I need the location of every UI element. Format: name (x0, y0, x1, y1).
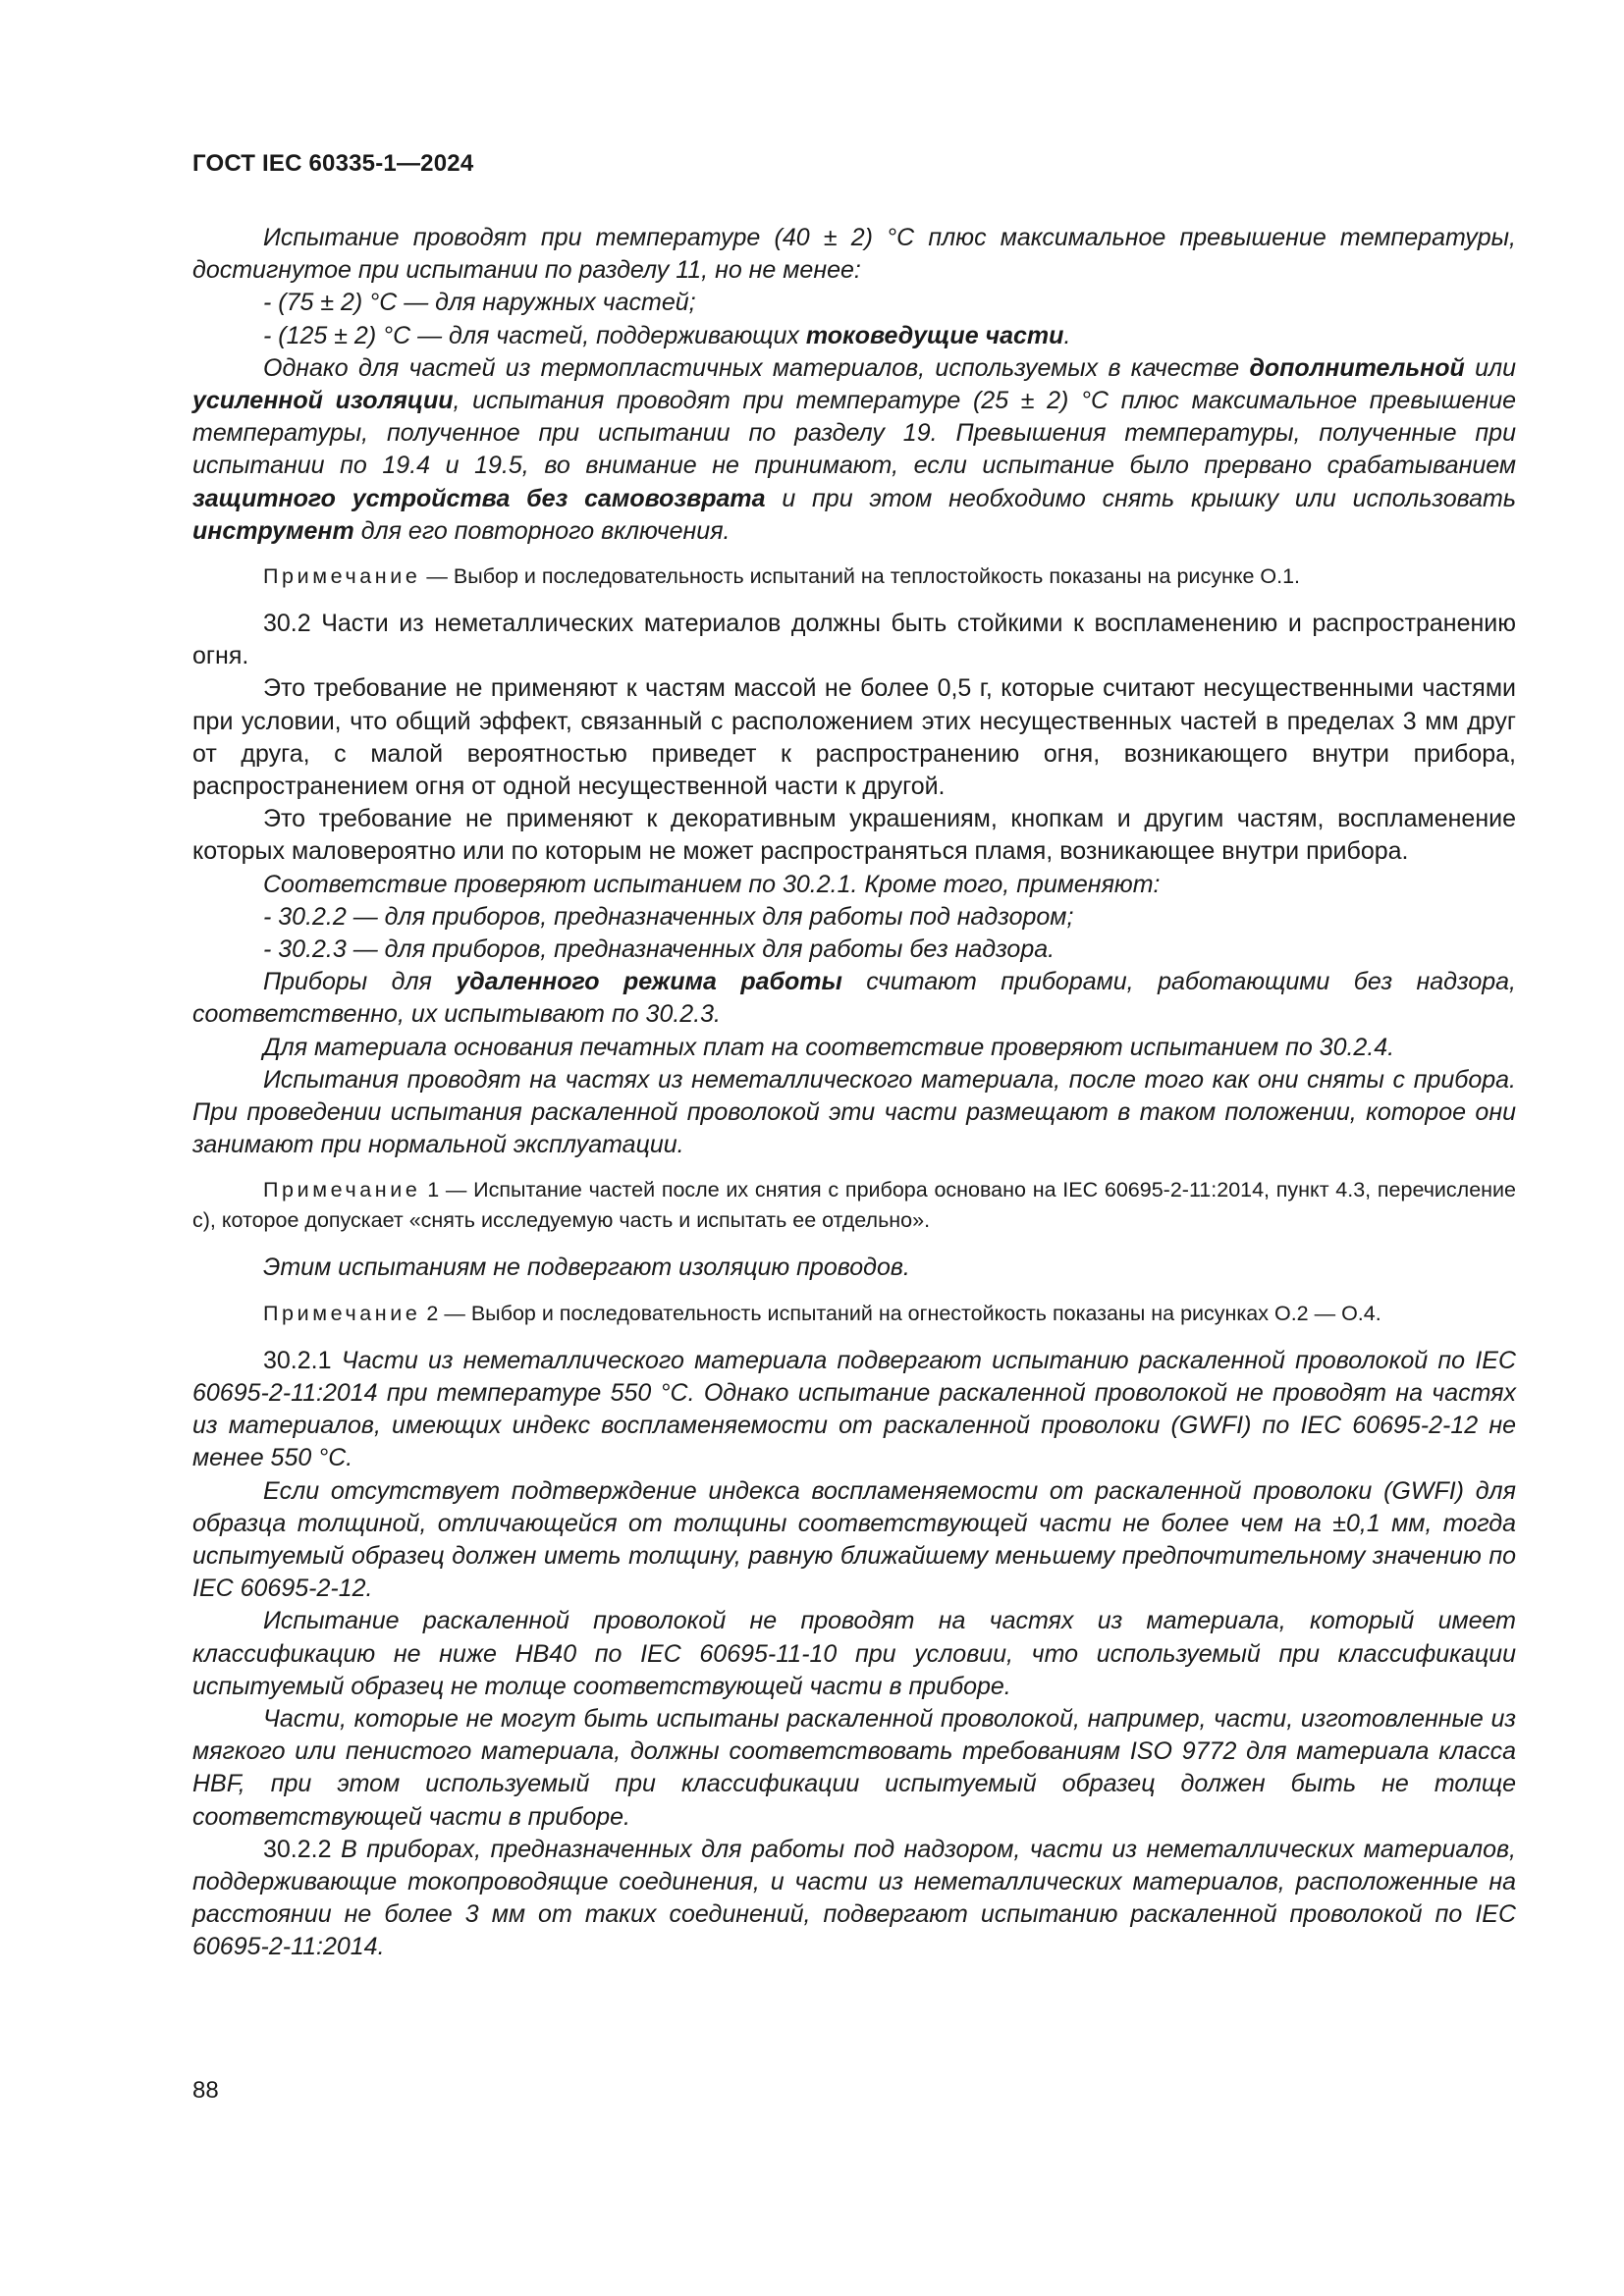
note-label: Примечание (263, 1178, 421, 1202)
text-run: Приборы для (263, 968, 457, 996)
paragraph: Соответствие проверяют испытанием по 30.2.1. Кроме того, применяют: (263, 870, 1161, 898)
paragraph: Это требование не применяют к частям массой не более 0,5 г, которые считают несущественными частями при условии, что общий эффект, связанный с расположением этих несущественных частей в пределах 3 мм друг от друга, с малой вероятностью приведет к распространению огня, возникающего внутри прибора, распространением огня от одной несущественной части к другой. (192, 674, 1516, 801)
document-header: ГОСТ IEC 60335-1—2024 (192, 150, 474, 177)
document-body (192, 222, 1516, 1964)
list-item: - 30.2.3 — для приборов, предназначенных для работы без надзора. (263, 935, 1056, 964)
defined-term: инструмент (192, 516, 354, 545)
text-run: считают приборами, работающими без надзора, соответственно, их испытывают по 30.2.3. (192, 968, 1516, 1029)
text-run: В приборах, предназначенных для работы под надзором, части из неметаллических материалов, поддерживающие токопроводящие соединения, и части из неметаллических материалов, расположенные на расстоянии не более 3 мм от таких соединений, подвергают испытанию раскаленной проволокой по IEC 60695-2-11:2014. (192, 1835, 1516, 1961)
clause-30-2-1 (192, 1345, 1516, 1475)
note-label: Примечание (263, 1301, 421, 1325)
text-run: или (1464, 353, 1516, 382)
clause-number: 30.2.1 (263, 1346, 342, 1374)
text-run: для его повторного включения. (353, 516, 731, 545)
paragraph: Если отсутствует подтверждение индекса воспламеняемости от раскаленной проволоки (GWFI) для образца толщиной, отличающейся от толщины соответствующей части не более чем на ±0,1 мм, тогда испытуемый образец должен иметь толщину, равную ближайшему меньшему предпочтительному значению по IEC 60695-2-12. (192, 1476, 1516, 1603)
clause-30-2: 30.2 Части из неметаллических материалов должны быть стойкими к воспламенению и распространению огня. (192, 610, 1516, 670)
note (192, 1175, 1516, 1236)
defined-term: удаленного режима работы (456, 968, 842, 996)
defined-term: дополнительной (1249, 353, 1465, 382)
list-item: - (75 ± 2) °С — для наружных частей; (263, 289, 696, 317)
note (192, 1299, 1516, 1329)
defined-term: усиленной изоляции (192, 387, 454, 415)
paragraph: Испытание раскаленной проволокой не проводят на частях из материала, который имеет классификацию не ниже HB40 по IEC 60695-11-10 при условии, что используемый при классификации испытуемый образец не толще соответствующей части в приборе. (192, 1607, 1516, 1700)
note (192, 561, 1516, 592)
text-run: Части из неметаллического материала подвергают испытанию раскаленной проволокой по IEC 60695-2-11:2014 при температуре 550 °С. Однако испытание раскаленной проволокой не проводят на частях из материалов, имеющих индекс воспламеняемости от раскаленной проволоки (GWFI) по IEC 60695-2-12 не менее 550 °С. (192, 1346, 1516, 1472)
defined-term: защитного устройства без самовозврата (192, 484, 766, 512)
note-text: — Выбор и последовательность испытаний на теплостойкость показаны на рисунке О.1. (420, 564, 1301, 589)
text-run: - (125 ± 2) °С — для частей, поддерживающих (263, 321, 806, 349)
note-text: 2 — Выбор и последовательность испытаний на огнестойкость показаны на рисунках О.2 — О.4. (420, 1301, 1381, 1325)
paragraph: Испытание проводят при температуре (40 ± 2) °С плюс максимальное превышение температуры, достигнутое при испытании по разделу 11, но не менее: (192, 224, 1516, 285)
paragraph: Для материала основания печатных плат на соответствие проверяют испытанием по 30.2.4. (263, 1033, 1395, 1061)
paragraph: Испытания проводят на частях из неметаллического материала, после того как они сняты с прибора. При проведении испытания раскаленной проволокой эти части размещают в таком положении, которое они занимают при нормальной эксплуатации. (192, 1065, 1516, 1159)
note-text: 1 — Испытание частей после их снятия с прибора основано на IEC 60695-2-11:2014, пункт 4.3, перечисление c), которое допускает «снять исследуемую часть и испытать ее отдельно». (192, 1178, 1516, 1233)
list-item (192, 320, 1516, 352)
defined-term: токоведущие части (805, 321, 1064, 349)
paragraph: Это требование не применяют к декоративным украшениям, кнопкам и другим частям, воспламенение которых маловероятно или по которым не может распространяться пламя, возникающее внутри прибора. (192, 805, 1516, 866)
text-run: . (1063, 321, 1071, 349)
text-run: , испытания проводят при температуре (25 ± 2) °С плюс максимальное превышение температуры, полученное при испытании по разделу 19. Превышения температуры, полученные при испытании по 19.4 и 19.5, во внимание не принимают, если испытание было прервано срабатыванием (192, 387, 1517, 480)
page-number: 88 (192, 2077, 219, 2104)
paragraph: Этим испытаниям не подвергают изоляцию проводов. (263, 1254, 910, 1282)
list-item: - 30.2.2 — для приборов, предназначенных для работы под надзором; (263, 902, 1074, 931)
paragraph: Части, которые не могут быть испытаны раскаленной проволокой, например, части, изготовленные из мягкого или пенистого материала, должны соответствовать требованиям ISO 9772 для материала класса HBF, при этом используемый при классификации испытуемый образец должен быть не толще соответствующей части в приборе. (192, 1704, 1516, 1831)
clause-30-2-2 (192, 1834, 1516, 1964)
clause-number: 30.2.2 (263, 1835, 342, 1863)
paragraph (192, 966, 1516, 1031)
paragraph (192, 352, 1516, 548)
text-run: Однако для частей из термопластичных материалов, используемых в качестве (263, 353, 1250, 382)
note-label: Примечание (263, 564, 421, 589)
text-run: и при этом необходимо снять крышку или использовать (765, 484, 1516, 512)
